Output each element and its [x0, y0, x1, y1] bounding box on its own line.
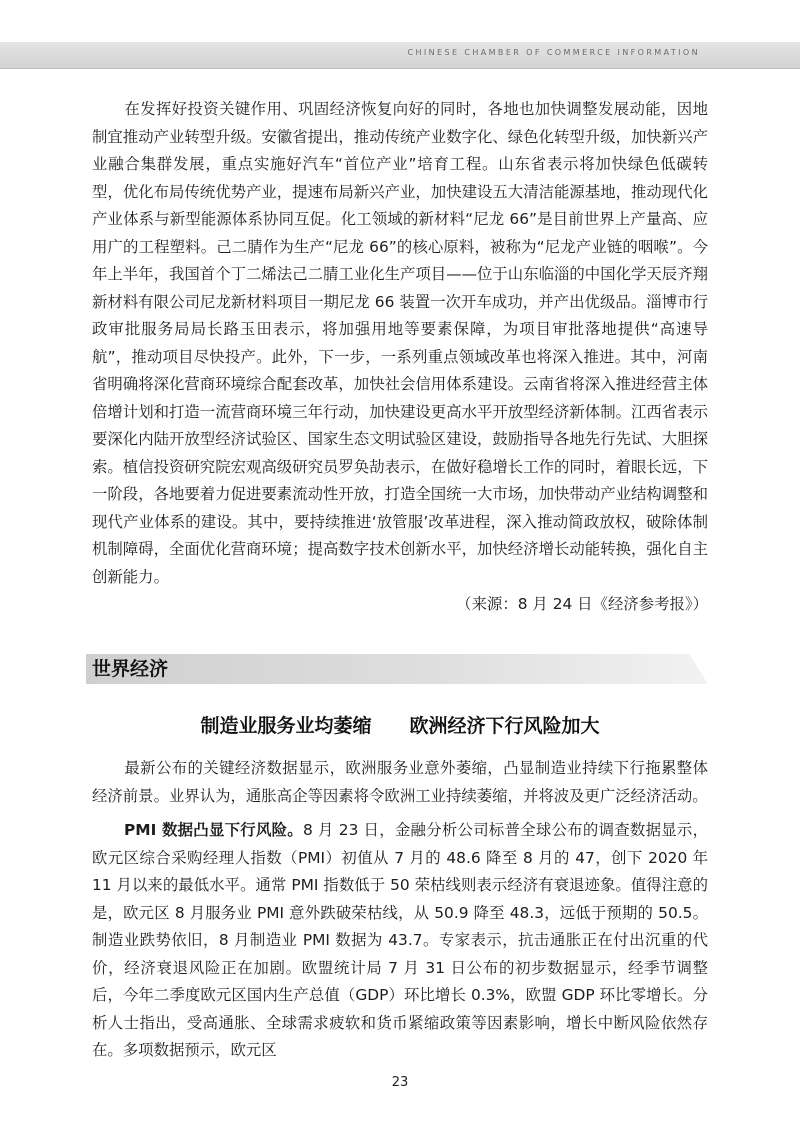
article2-title: 制造业服务业均萎缩 欧洲经济下行风险加大: [200, 715, 600, 737]
page-number: 23: [391, 1075, 409, 1090]
article1-source: （来源：8 月 24 日《经济参考报》）: [456, 595, 708, 613]
section-title: 世界经济: [92, 658, 169, 680]
article2-intro: 最新公布的关键经济数据显示，欧洲服务业意外萎缩，凸显制造业持续下行拖累整体经济前景。业界认为，通胀高企等因素将令欧洲工业持续萎缩，并将波及更广泛经济活动。: [92, 759, 708, 805]
header-band: [0, 42, 800, 69]
article1-body: 在发挥好投资关键作用、巩固经济恢复向好的同时，各地也加快调整发展动能，因地制宜推动产业转型升级。安徽省提出，推动传统产业数字化、绿色化转型升级，加快新兴产业融合集群发展，重点实施好汽车“首位产业”培育工程。山东省表示将加快绿色低碳转型，优化布局传统优势产业，提速布局新兴产业，加快建设五大清洁能源基地，推动现代化产业体系与新型能源体系协同互促。化工领域的新材料“尼龙 66”是目前世界上产量高、应用广的工程塑料。己二腈作为生产“尼龙 66”的核心原料，被称为“尼龙产业链的咽喉”。今年上半年，我国首个丁二烯法己二腈工业化生产项目——位于山东临淄的中国化学天辰齐翔新材料有限公司尼龙新材料项目一期尼龙 66 装置一次开车成功，并产出优级品。淄博市行政审批服务局局长路玉田表示，将加强用地等要素保障，为项目审批落地提供“高速导航”，推动项目尽快投产。此外，下一步，一系列重点领域改革也将深入推进。其中，河南省明确将深化营商环境综合配套改革，加快社会信用体系建设。云南省将深入推进经营主体倍增计划和打造一流营商环境三年行动，加快建设更高水平开放型经济新体制。江西省表示要深化内陆开放型经济试验区、国家生态文明试验区建设，鼓励指导各地先行先试、大胆探索。植信投资研究院宏观高级研究员罗奂劼表示，在做好稳增长工作的同时，着眼长远，下一阶段，各地要着力促进要素流动性开放，打造全国统一大市场，加快带动产业结构调整和现代产业体系的建设。其中，要持续推进‘放管服’改革进程，深入推动简政放权，破除体制机制障碍，全面优化营商环境；提高数字技术创新水平，加快经济增长动能转换，强化自主创新能力。: [92, 100, 708, 586]
article2-body-paragraph: [92, 817, 708, 1065]
article2-intro-paragraph: [92, 755, 708, 810]
article1-paragraph: [92, 96, 708, 619]
section-header-band: [86, 654, 708, 684]
header-banner-text: CHINESE CHAMBER OF COMMERCE INFORMATION: [407, 48, 700, 57]
article2-body: 8 月 23 日，金融分析公司标普全球公布的调查数据显示，欧元区综合采购经理人指数（PMI）初值从 7 月的 48.6 降至 8 月的 47，创下 2020 年 11 月以来的最低水平。通常 PMI 指数低于 50 荣枯线则表示经济有衰退迹象。值得注意的是，欧元区 8 月服务业 PMI 意外跌破荣枯线，从 50.9 降至 48.3，远低于预期的 50.5。制造业跌势依旧，8 月制造业 PMI 数据为 43.7。专家表示，抗击通胀正在付出沉重的代价，经济衰退风险正在加剧。欧盟统计局 7 月 31 日公布的初步数据显示，经季节调整后，今年二季度欧元区国内生产总值（GDP）环比增长 0.3%，欧盟 GDP 环比零增长。分析人士指出，受高通胀、全球需求疲软和货币紧缩政策等因素影响，增长中断风险依然存在。多项数据预示，欧元区: [92, 821, 708, 1059]
article2-lead: PMI 数据凸显下行风险。: [124, 821, 303, 839]
